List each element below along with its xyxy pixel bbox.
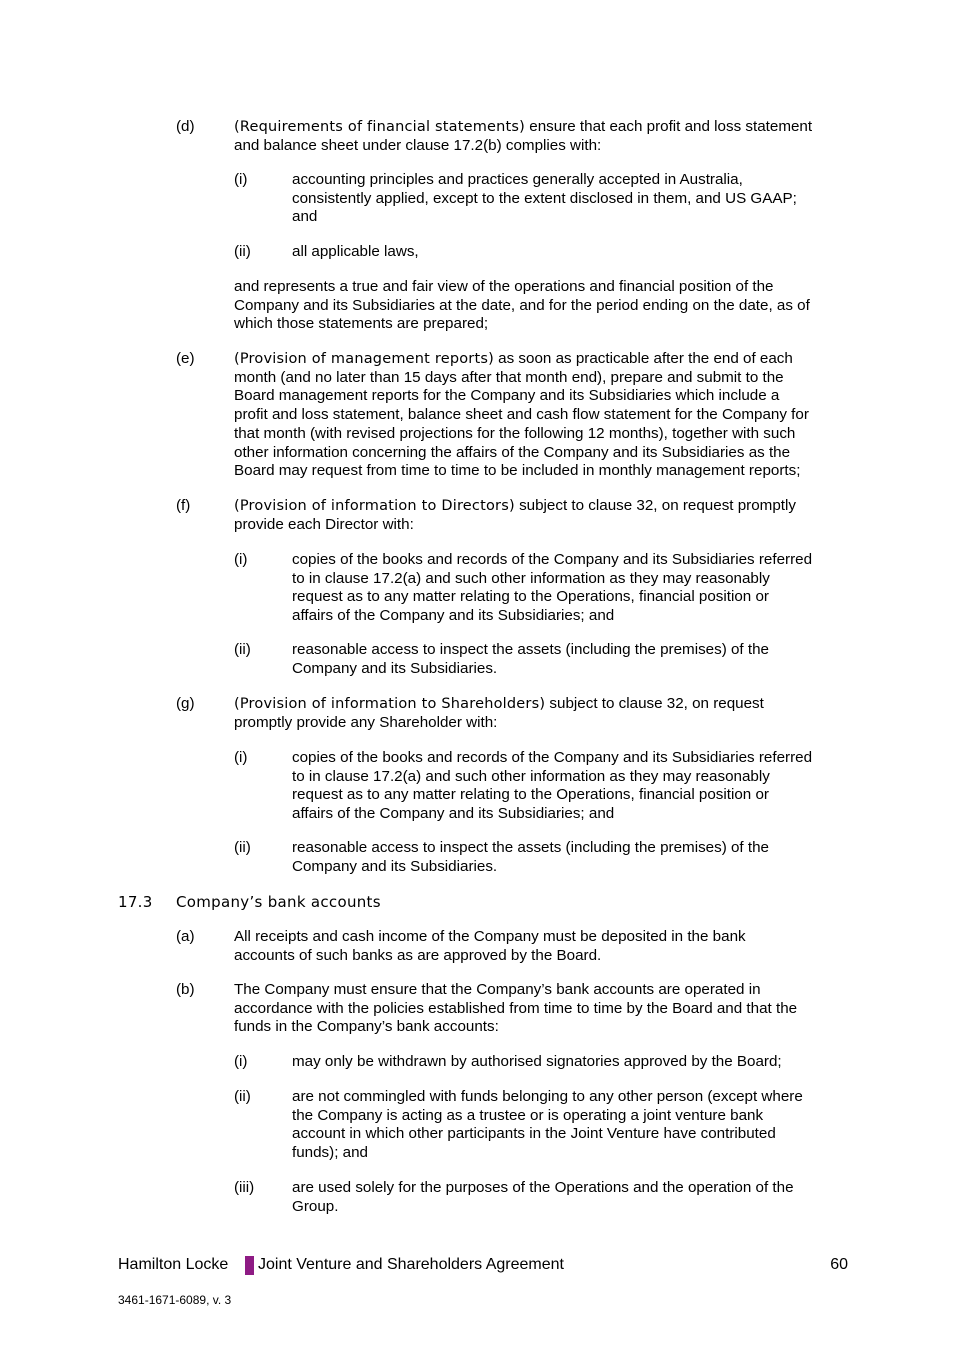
item-d-tail: and represents a true and fair view of the operations and financial position of the Company and its Subsidiaries at the date, and for the period ending on the date, as of which those statements are prepared; [234,278,810,333]
footer-page-number: 60 [830,1256,848,1273]
footer-document-title: Joint Venture and Shareholders Agreement [258,1256,564,1273]
item-g-text [234,695,874,732]
section-a-text: All receipts and cash income of the Company must be deposited in the bank accounts of such banks as are approved by the Board. [234,928,746,964]
item-g-heading: (Provision of information to Shareholders) [234,696,546,712]
item-g-sub-ii-label: (ii) [234,839,251,856]
item-d-text [234,118,874,155]
item-e-text [234,350,874,481]
item-label-d: (d) [176,118,195,135]
item-g-sub-i-text: copies of the books and records of the Company and its Subsidiaries referred to in clause 17.2(a) and such other information as they may reasonably request as to any matter relating to the Operations, financial position or affairs of the Company and its Subsidiaries; and [292,749,813,823]
footer-document-id: 3461-1671-6089, v. 3 [118,1293,232,1307]
section-b-label: (b) [176,981,195,998]
item-label-e: (e) [176,350,195,367]
item-f-body: subject to clause 32, on request promptly provide each Director with: [234,497,796,533]
section-title: Company’s bank accounts [176,893,381,911]
section-b-sub-i-text: may only be withdrawn by authorised signatories approved by the Board; [292,1053,782,1070]
section-a-label: (a) [176,928,195,945]
section-number: 17.3 [118,893,153,911]
item-d-sub-i-text: accounting principles and practices generally accepted in Australia, consistently applied, except to the extent disclosed in them, and US GAAP; and [292,171,797,226]
item-label-g: (g) [176,695,195,712]
item-f-heading: (Provision of information to Directors) [234,498,515,514]
item-d-heading: (Requirements of financial statements) [234,119,526,135]
section-b-sub-ii-text: are not commingled with funds belonging to any other person (except where the Company is acting as a trustee or is operating a joint venture bank account in which other participants in the Joint Venture have contributed funds); and [292,1088,803,1162]
section-b-sub-i-label: (i) [234,1053,248,1070]
item-f-sub-ii-label: (ii) [234,641,251,658]
item-d-sub-ii-text: all applicable laws, [292,243,419,260]
item-f-sub-i-text: copies of the books and records of the Company and its Subsidiaries referred to in clause 17.2(a) and such other information as they may reasonably request as to any matter relating to the Operations, financial position or affairs of the Company and its Subsidiaries; and [292,551,813,625]
item-d-body: ensure that each profit and loss statement and balance sheet under clause 17.2(b) complies with: [234,118,813,154]
section-b-sub-iii-text: are used solely for the purposes of the Operations and the operation of the Group. [292,1179,794,1215]
item-g-body: subject to clause 32, on request promptly provide any Shareholder with: [234,695,764,731]
footer-accent-bar [245,1256,254,1275]
item-g-sub-i-label: (i) [234,749,248,766]
item-f-text [234,497,874,534]
section-b-sub-iii-label: (iii) [234,1179,255,1196]
section-b-sub-ii-label: (ii) [234,1088,251,1105]
item-d-sub-i-label: (i) [234,171,248,188]
footer-firm-name: Hamilton Locke [118,1256,229,1273]
item-e-heading: (Provision of management reports) [234,351,494,367]
section-b-text: The Company must ensure that the Company’s bank accounts are operated in accordance with the policies established from time to time by the Board and that the funds in the Company’s bank accounts: [234,981,798,1036]
item-f-sub-i-label: (i) [234,551,248,568]
item-label-f: (f) [176,497,191,514]
item-e-body: as soon as practicable after the end of each month (and no later than 15 days after that month end), prepare and submit to the Board management reports for the Company and its Subsidiaries which include a profit and loss statement, balance sheet and cash flow statement for the Company for that month (with revised projections for the following 12 months), together with such other information concerning the affairs of the Company and its Subsidiaries as the Board may request from time to time to be included in monthly management reports; [234,350,809,480]
item-d-sub-ii-label: (ii) [234,243,251,260]
item-g-sub-ii-text: reasonable access to inspect the assets (including the premises) of the Company and its Subsidiaries. [292,839,769,875]
item-f-sub-ii-text: reasonable access to inspect the assets (including the premises) of the Company and its Subsidiaries. [292,641,769,677]
